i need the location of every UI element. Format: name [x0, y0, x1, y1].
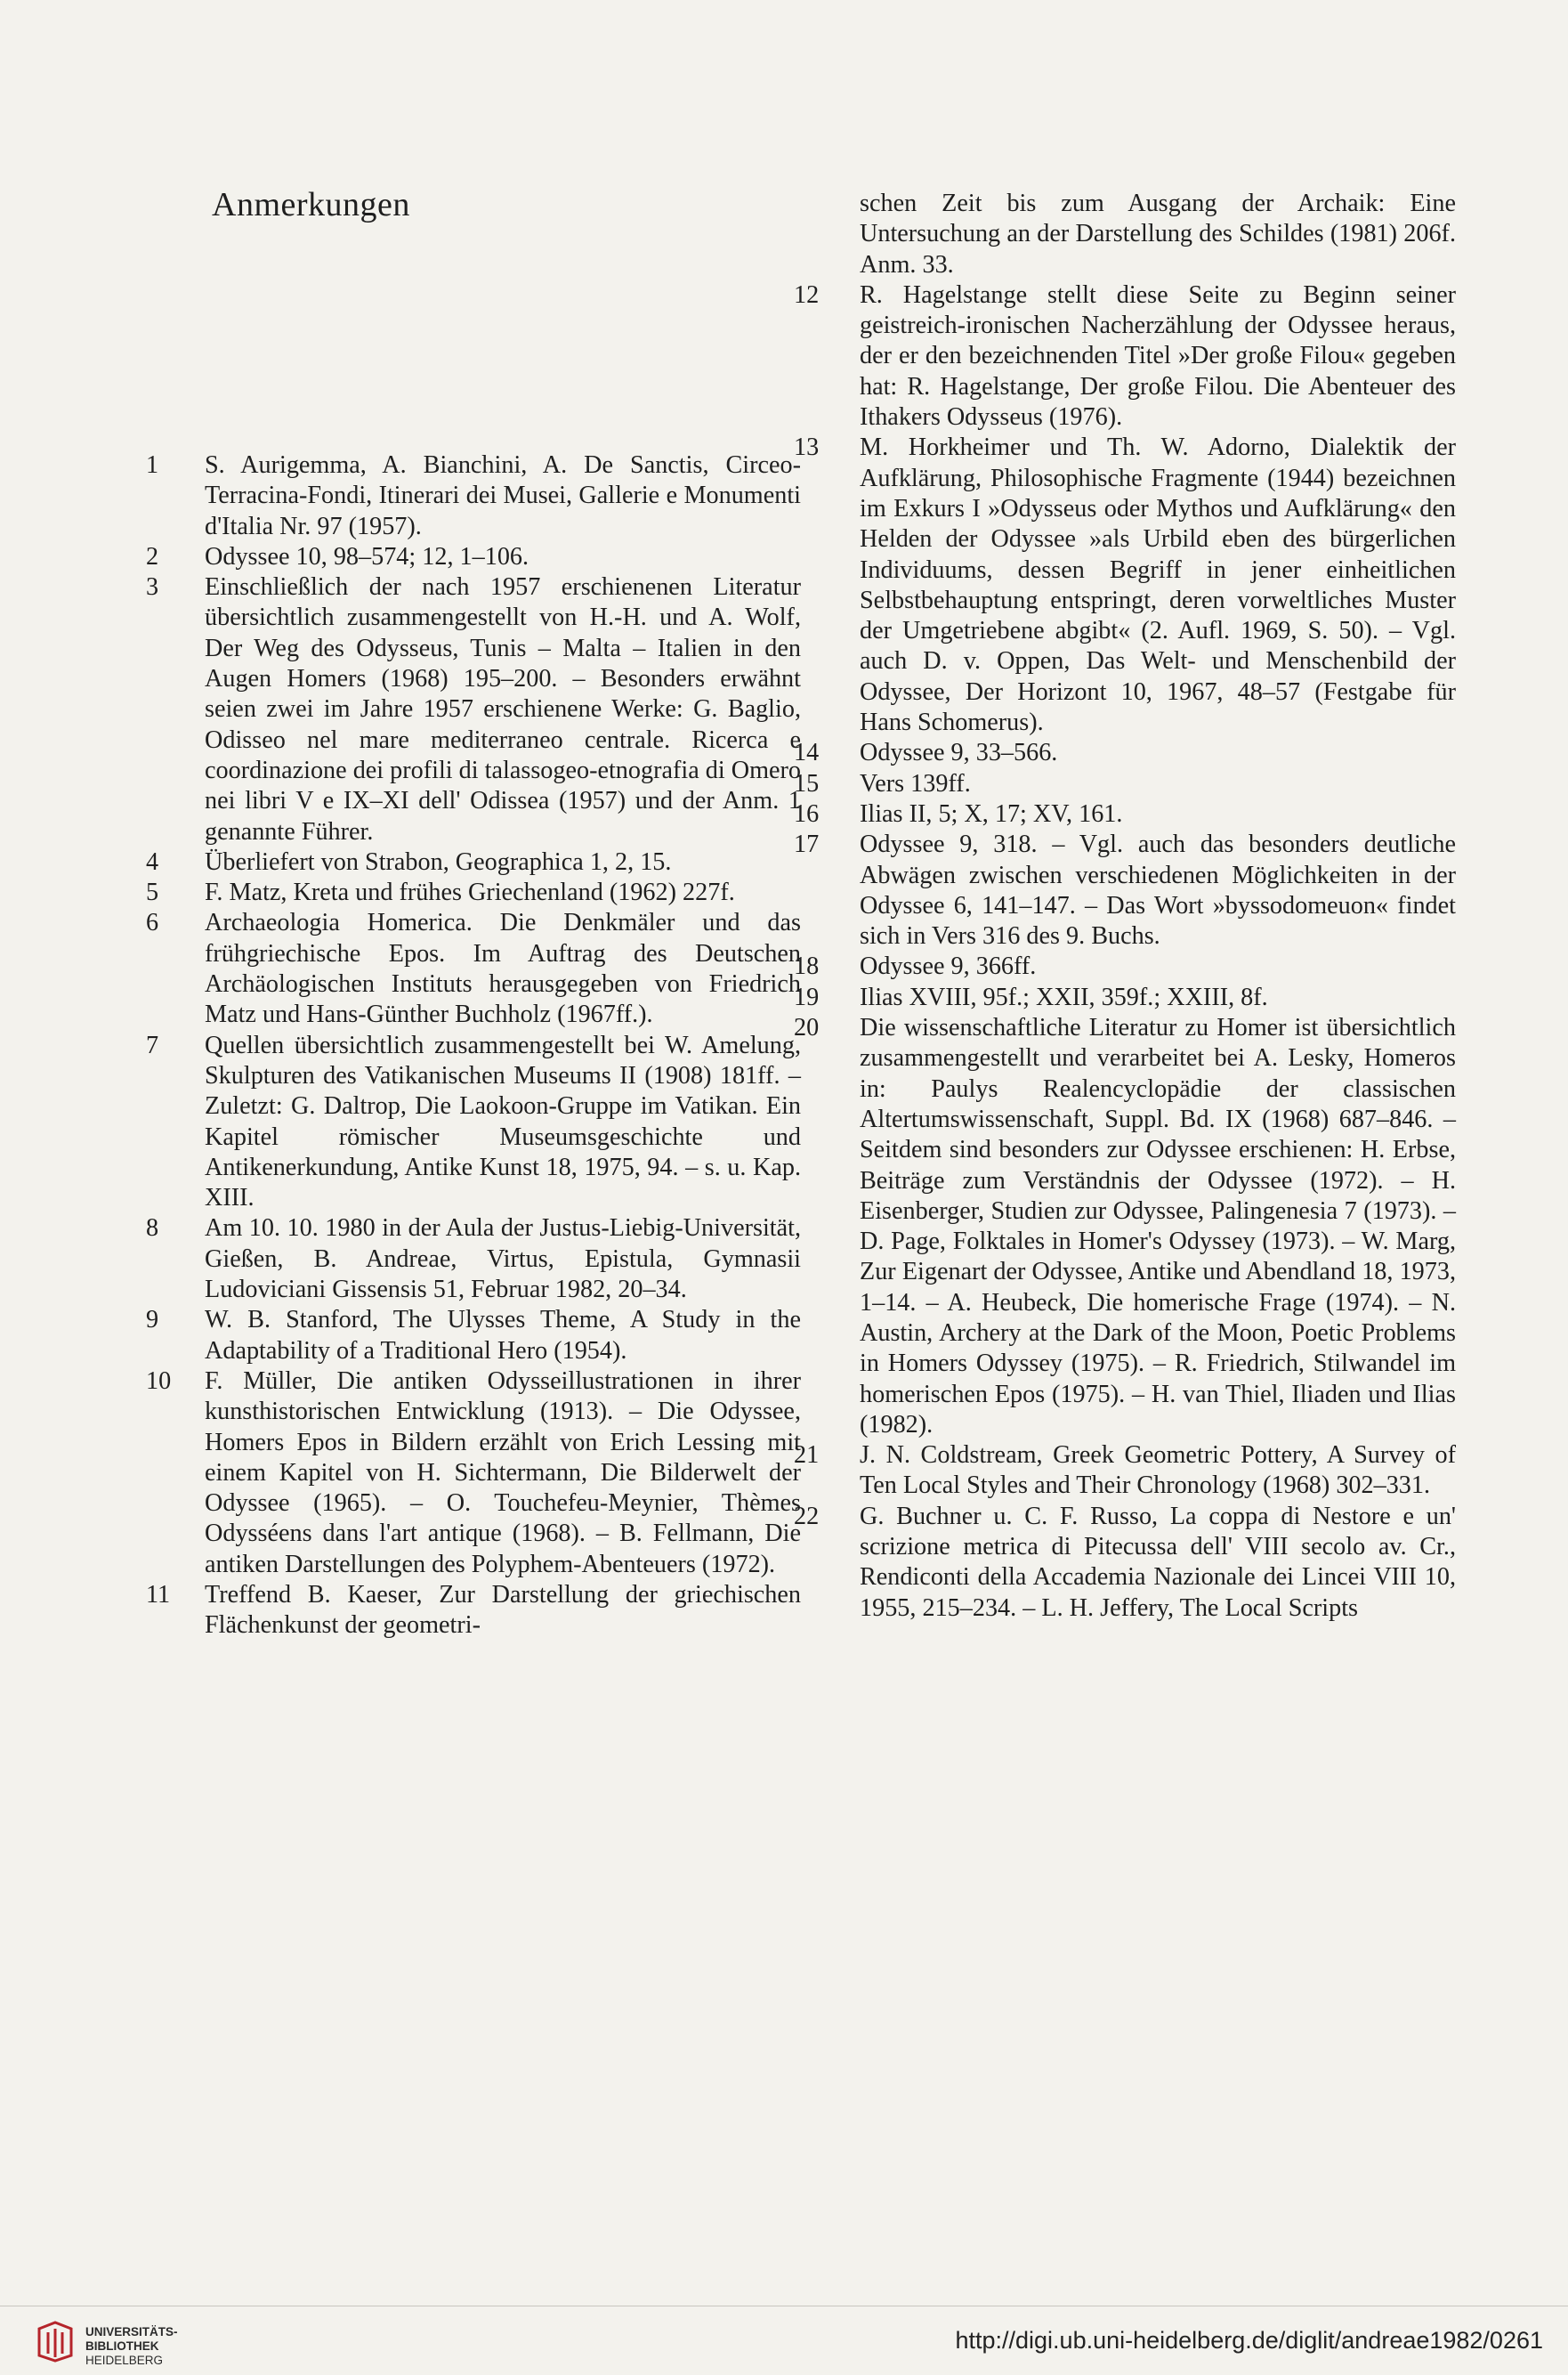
- footnote: [107, 1305, 801, 1366]
- footnote-number: 8: [146, 1214, 159, 1243]
- notes-column-right: [762, 189, 1456, 1624]
- footnote: [762, 1440, 1456, 1502]
- footnote-number: 4: [146, 847, 159, 876]
- footnote-number: 5: [146, 879, 159, 907]
- notes-column-left: [107, 450, 801, 1641]
- footnote-text: Odyssee 9, 366ff.: [860, 952, 1037, 981]
- footnote-text: Ilias XVIII, 95f.; XXII, 359f.; XXIII, 8f.: [860, 983, 1268, 1011]
- footnote-text: Odyssee 10, 98–574; 12, 1–106.: [205, 542, 529, 571]
- footnote-number: 14: [794, 739, 820, 767]
- footnote-number: 16: [794, 799, 820, 828]
- footnote-text: Die wissenschaftliche Literatur zu Homer ist übersichtlich zusammengestellt und verarbeitet bei A. Lesky, Homeros in: Paulys Realencyclopädie der classischen Altertumswissenschaft, Suppl. Bd. IX (1968) 687–846. – Seitdem sind besonders zur Odyssee erschienen: H. Erbse, Beiträge zum Verständnis der Odyssee (1972). – H. Eisenberger, Studien zur Odyssee, Palingenesia 7 (1973). – D. Page, Folktales in Homer's Odyssey (1973). – W. Marg, Zur Eigenart der Odyssee, Antike und Abendland 18, 1973, 1–14. – A. Heubeck, Die homerische Frage (1974). – N. Austin, Archery at the Dark of the Moon, Poetic Problems in Homers Odyssey (1975). – R. Friedrich, Stilwandel im homerischen Epos (1975). – H. van Thiel, Iliaden und Ilias (1982).: [860, 1014, 1456, 1439]
- footnote: [107, 1580, 801, 1641]
- footnote: [762, 769, 1456, 799]
- footnote-text: J. N. Coldstream, Greek Geometric Pottery, A Survey of Ten Local Styles and Their Chronology (1968) 302–331.: [860, 1441, 1456, 1500]
- library-logo-text: [85, 2325, 178, 2368]
- footnote-continuation: [762, 189, 1456, 280]
- footnote-number: 2: [146, 542, 159, 571]
- footnote-text: Ilias II, 5; X, 17; XV, 161.: [860, 799, 1123, 828]
- footnote-text: Am 10. 10. 1980 in der Aula der Justus-Liebig-Universität, Gießen, B. Andreae, Virtus, Epistula, Gymnasii Ludoviciani Gissensis 51, Februar 1982, 20–34.: [205, 1214, 801, 1304]
- footnote: [107, 1366, 801, 1580]
- footnote-text: Einschließlich der nach 1957 erschienenen Literatur übersichtlich zusammengestellt von H.-H. und A. Wolf, Der Weg des Odysseus, Tunis – Malta – Italien in den Augen Homers (1968) 195–200. – Besonders erwähnt seien zwei im Jahre 1957 erschienene Werke: G. Baglio, Odisseo nel mare mediterraneo centrale. Ricerca e coordinazione dei profili di talassogeo-etnografia di Omero nei libri V e IX–XI dell' Odissea (1957) und der Anm. 1 genannte Führer.: [205, 573, 802, 846]
- logo-line: HEIDELBERG: [85, 2354, 164, 2367]
- footnote-text: Treffend B. Kaeser, Zur Darstellung der griechischen Flächenkunst der geometri-: [205, 1580, 801, 1640]
- footnote-text: W. B. Stanford, The Ulysses Theme, A Study in the Adaptability of a Traditional Hero (1954).: [205, 1306, 801, 1365]
- footnote: [762, 1502, 1456, 1624]
- footnote-number: 19: [794, 983, 820, 1011]
- footnote: [107, 1031, 801, 1214]
- footnote-number: 9: [146, 1306, 159, 1334]
- footnote: [762, 952, 1456, 982]
- footnote: [762, 738, 1456, 768]
- footnote-text: Archaeologia Homerica. Die Denkmäler und das frühgriechische Epos. Im Auftrag des Deutschen Archäologischen Instituts herausgegeben von Friedrich Matz und Hans-Günther Buchholz (1967ff.).: [205, 909, 801, 1029]
- footnote: [107, 1213, 801, 1305]
- footnote: [762, 983, 1456, 1013]
- footnote-text: F. Matz, Kreta und frühes Griechenland (1962) 227f.: [205, 879, 735, 907]
- footnote-number: 15: [794, 769, 820, 798]
- footnote-number: 13: [794, 434, 820, 462]
- footnote-text: S. Aurigemma, A. Bianchini, A. De Sanctis, Circeo-Terracina-Fondi, Itinerari dei Musei, Gallerie e Monumenti d'Italia Nr. 97 (1957).: [205, 451, 801, 540]
- footnote-number: 11: [146, 1580, 171, 1609]
- footnote-number: 12: [794, 280, 820, 309]
- footnote-number: 18: [794, 952, 820, 981]
- footnote-number: 6: [146, 909, 159, 937]
- source-url-link[interactable]: http://digi.ub.uni-heidelberg.de/diglit/andreae1982/0261: [955, 2327, 1543, 2354]
- footnote: [107, 878, 801, 908]
- library-logo-icon: [36, 2320, 75, 2363]
- footnote-number: 10: [146, 1366, 172, 1395]
- footnote: [107, 572, 801, 847]
- footnote: [107, 542, 801, 572]
- footnote-number: 21: [794, 1441, 820, 1470]
- footnote-number: 17: [794, 831, 820, 859]
- footnote-text: G. Buchner u. C. F. Russo, La coppa di Nestore e un' scrizione metrica di Pitecussa dell' VIII secolo av. Cr., Rendiconti della Accademia Nazionale dei Lincei VIII 10, 1955, 215–234. – L. H. Jeffery, The Local Scripts: [860, 1502, 1456, 1622]
- footnote-number: 3: [146, 573, 159, 602]
- footnote: [762, 799, 1456, 830]
- footnote-text: Odyssee 9, 33–566.: [860, 739, 1058, 767]
- footnote-text: Quellen übersichtlich zusammengestellt bei W. Amelung, Skulpturen des Vatikanischen Museums II (1908) 181ff. – Zuletzt: G. Daltrop, Die Laokoon-Gruppe im Vatikan. Ein Kapitel römischer Museumsgeschichte und Antikenerkundung, Antike Kunst 18, 1975, 94. – s. u. Kap. XIII.: [205, 1031, 801, 1212]
- footnote: [107, 908, 801, 1030]
- footnote: [762, 830, 1456, 952]
- page-title: Anmerkungen: [212, 186, 410, 223]
- footnote-number: 7: [146, 1031, 159, 1059]
- footnote: [762, 433, 1456, 738]
- logo-line: UNIVERSITÄTS-: [85, 2325, 178, 2339]
- logo-line: BIBLIOTHEK: [85, 2339, 159, 2353]
- footnote-number: 22: [794, 1502, 820, 1530]
- footnote: [107, 847, 801, 878]
- footnote-text: F. Müller, Die antiken Odysseillustrationen in ihrer kunsthistorischen Entwicklung (1913). – Die Odyssee, Homers Epos in Bildern erzählt von Erich Lessing mit einem Kapitel von H. Sichtermann, Die Bilderwelt der Odyssee (1965). – O. Touchefeu-Meynier, Thèmes Odysséens dans l'art antique (1968). – B. Fellmann, Die antiken Darstellungen des Polyphem-Abenteuers (1972).: [205, 1366, 801, 1578]
- footnote-number: 20: [794, 1014, 820, 1042]
- footnote-text: schen Zeit bis zum Ausgang der Archaik: Eine Untersuchung an der Darstellung des Schildes (1981) 206f. Anm. 33.: [860, 190, 1456, 279]
- footnote-text: Odyssee 9, 318. – Vgl. auch das besonders deutliche Abwägen zwischen verschiedenen Möglichkeiten in der Odyssee 6, 141–147. – Das Wort »byssodomeuon« findet sich in Vers 316 des 9. Buchs.: [860, 831, 1456, 951]
- footnote-text: Überliefert von Strabon, Geographica 1, 2, 15.: [205, 847, 672, 876]
- footnote-text: M. Horkheimer und Th. W. Adorno, Dialektik der Aufklärung, Philosophische Fragmente (1944) bezeichnen im Exkurs I »Odysseus oder Mythos und Aufklärung« den Helden der Odyssee »als Urbild eben des bürgerlichen Individuums, dessen Begriff in jener einheitlichen Selbstbehauptung entspringt, deren vorweltliches Muster der Umgetriebene abgibt« (2. Aufl. 1969, S. 50). – Vgl. auch D. v. Oppen, Das Welt- und Menschenbild der Odyssee, Der Horizont 10, 1967, 48–57 (Festgabe für Hans Schomerus).: [860, 434, 1456, 737]
- footnote-text: R. Hagelstange stellt diese Seite zu Beginn seiner geistreich-ironischen Nacherzählung der Odyssee heraus, der er den bezeichnenden Titel »Der große Filou« gegeben hat: R. Hagelstange, Der große Filou. Die Abenteuer des Ithakers Odysseus (1976).: [860, 280, 1456, 432]
- footnote: [762, 1013, 1456, 1440]
- footnote-text: Vers 139ff.: [860, 769, 971, 798]
- footnote: [107, 450, 801, 542]
- footnote-number: 1: [146, 451, 159, 479]
- footnote: [762, 280, 1456, 433]
